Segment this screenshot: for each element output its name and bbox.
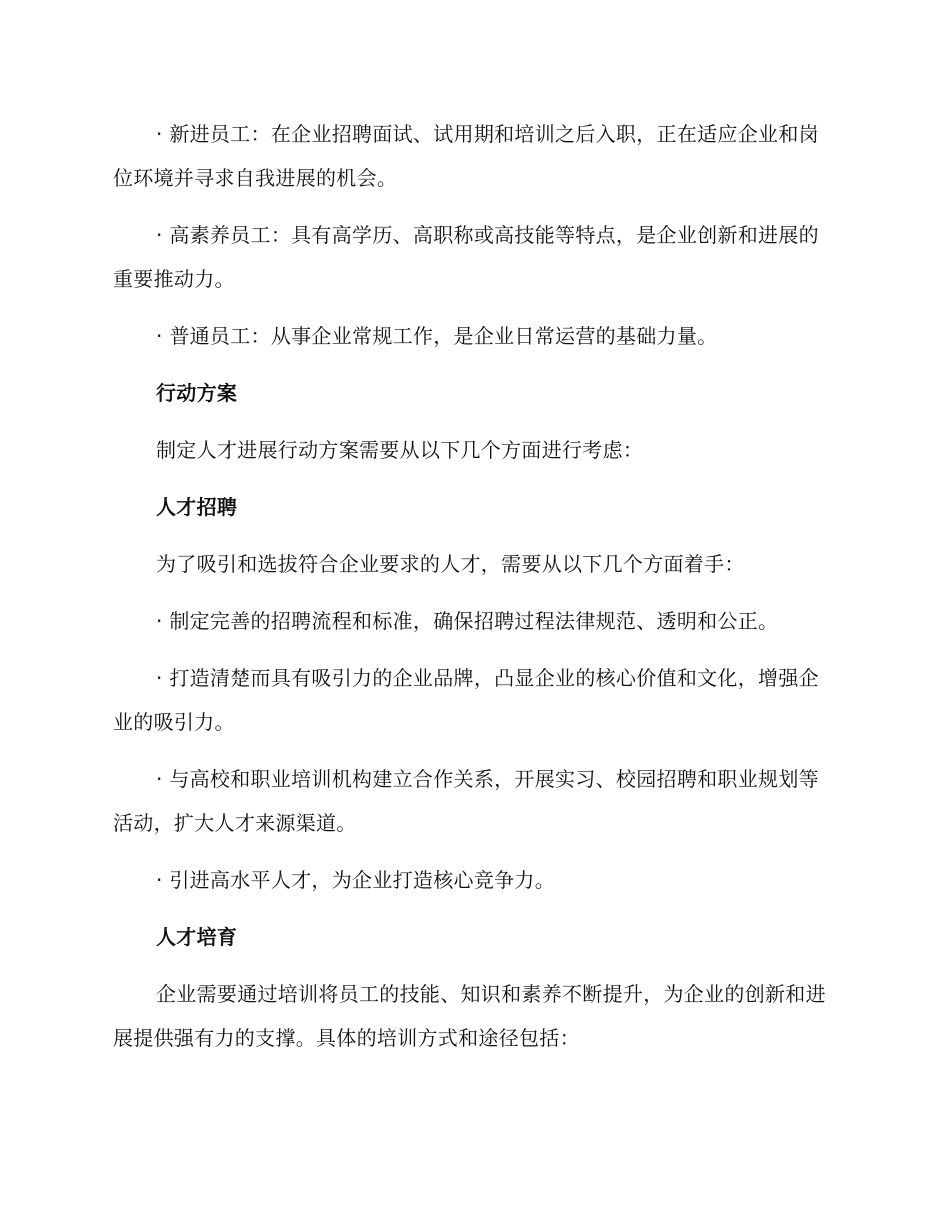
action-plan-intro: 制定人才进展行动方案需要从以下几个方面进行考虑： [156, 438, 644, 462]
bullet-employer-brand: · 打造清楚而具有吸引力的企业品牌，凸显企业的核心价值和文化，增强企业的吸引力。 [113, 666, 819, 734]
cultivation-intro: 企业需要通过培训将员工的技能、知识和素养不断提升，为企业的创新和进展提供强有力的支撑。具体的培训方式和途径包括： [113, 982, 826, 1050]
bullet-high-level-talent: · 引进高水平人才，为企业打造核心竞争力。 [156, 868, 556, 892]
heading-talent-cultivation: 人才培育 [156, 925, 238, 949]
bullet-school-partnership: · 与高校和职业培训机构建立合作关系，开展实习、校园招聘和职业规划等活动，扩大人才来源渠道。 [113, 767, 819, 835]
bullet-recruitment-process: · 制定完善的招聘流程和标准，确保招聘过程法律规范、透明和公正。 [156, 609, 779, 633]
bullet-high-quality-employees: · 高素养员工：具有高学历、高职称或高技能等特点，是企业创新和进展的重要推动力。 [113, 223, 819, 291]
bullet-regular-employees: · 普通员工：从事企业常规工作，是企业日常运营的基础力量。 [156, 324, 718, 348]
heading-action-plan: 行动方案 [156, 381, 238, 405]
recruitment-intro: 为了吸引和选拔符合企业要求的人才，需要从以下几个方面着手： [156, 552, 745, 576]
document-body [113, 112, 833, 1073]
heading-talent-recruitment: 人才招聘 [156, 495, 238, 519]
bullet-new-employees: · 新进员工：在企业招聘面试、试用期和培训之后入职，正在适应企业和岗位环境并寻求自我进展的机会。 [113, 122, 819, 190]
